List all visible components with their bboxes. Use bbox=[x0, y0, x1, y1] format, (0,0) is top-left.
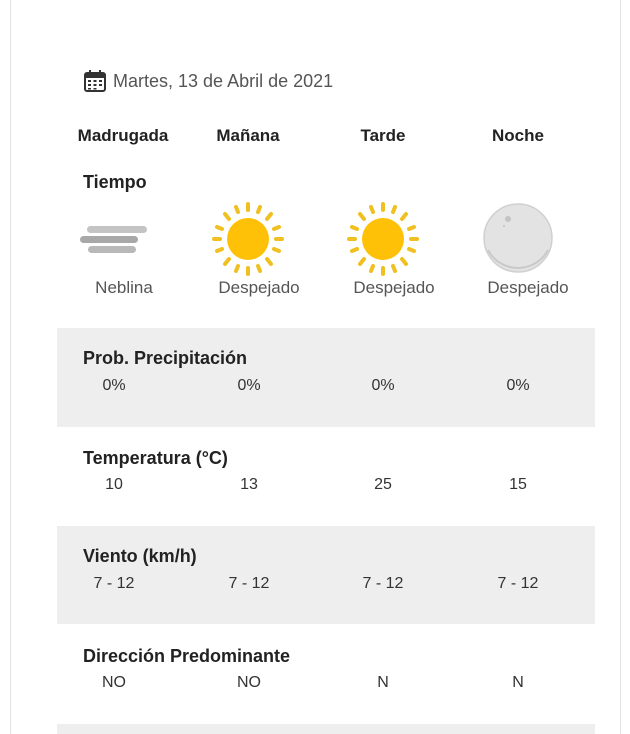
wind-title: Viento (km/h) bbox=[83, 546, 197, 566]
moon-icon bbox=[478, 202, 558, 276]
period-madrugada: Madrugada bbox=[77, 126, 169, 145]
period-noche: Noche bbox=[492, 126, 544, 145]
weather-title: Tiempo bbox=[83, 172, 147, 192]
direction-title: Dirección Predominante bbox=[83, 646, 291, 666]
fog-icon bbox=[74, 202, 154, 276]
precip-value: 0% bbox=[371, 377, 395, 394]
precip-title: Prob. Precipitación bbox=[83, 348, 248, 368]
condition-noche: Despejado bbox=[487, 278, 569, 297]
calendar-icon bbox=[83, 69, 107, 93]
sun-icon bbox=[208, 202, 288, 276]
temperature-title: Temperatura (°C) bbox=[83, 448, 228, 468]
direction-value: N bbox=[377, 674, 389, 691]
forecast-card bbox=[10, 0, 621, 734]
temperature-value: 13 bbox=[240, 476, 258, 493]
direction-value: NO bbox=[237, 674, 261, 691]
temperature-value: 25 bbox=[374, 476, 392, 493]
wind-value: 7 - 12 bbox=[93, 575, 135, 592]
date-header bbox=[83, 66, 333, 96]
precip-value: 0% bbox=[102, 377, 126, 394]
condition-madrugada: Neblina bbox=[95, 278, 153, 297]
direction-value: NO bbox=[102, 674, 126, 691]
sun-icon bbox=[343, 202, 423, 276]
wind-value: 7 - 12 bbox=[362, 575, 404, 592]
temperature-value: 15 bbox=[509, 476, 527, 493]
wind-value: 7 - 12 bbox=[497, 575, 539, 592]
precip-value: 0% bbox=[506, 377, 530, 394]
wind-value: 7 - 12 bbox=[228, 575, 270, 592]
condition-tarde: Despejado bbox=[353, 278, 435, 297]
period-tarde: Tarde bbox=[360, 126, 406, 145]
condition-manana: Despejado bbox=[218, 278, 300, 297]
direction-value: N bbox=[512, 674, 524, 691]
date-label: Martes, 13 de Abril de 2021 bbox=[113, 70, 334, 91]
precip-value: 0% bbox=[237, 377, 261, 394]
period-manana: Mañana bbox=[216, 126, 280, 145]
temperature-value: 10 bbox=[105, 476, 123, 493]
next-band bbox=[57, 724, 595, 734]
